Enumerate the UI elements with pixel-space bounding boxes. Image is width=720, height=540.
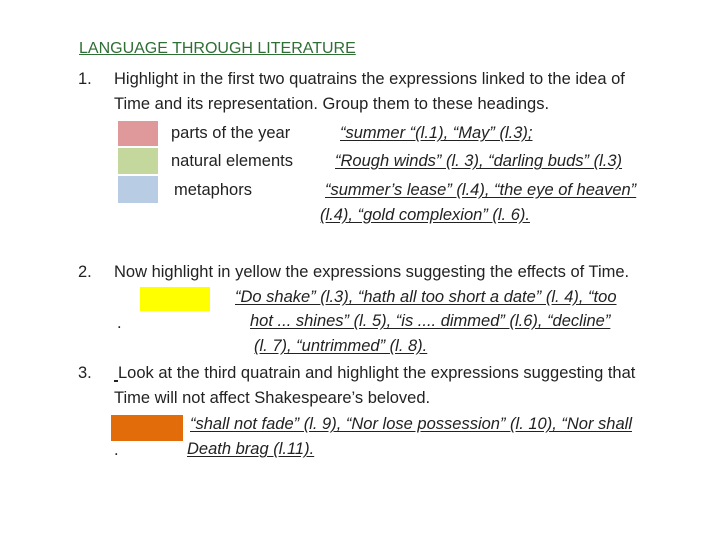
label-natural-elements: natural elements bbox=[171, 152, 293, 170]
q1-instruction-line1: Highlight in the first two quatrains the expressions linked to the idea of bbox=[114, 70, 625, 88]
label-metaphors: metaphors bbox=[174, 181, 252, 199]
answer-metaphors: “summer’s lease” (l.4), “the eye of heaven” bbox=[325, 181, 637, 199]
q3-answer-line2: Death brag (l.11). bbox=[187, 440, 315, 458]
q2-answer-line1: “Do shake” (l.3), “hath all too short a date” (l. 4), “too bbox=[235, 288, 617, 306]
q3-instruction-line2: Time will not affect Shakespeare’s beloved. bbox=[114, 389, 431, 407]
q2-dot: . bbox=[117, 314, 122, 332]
answer-metaphors-cont: (l.4), “gold complexion” (l. 6). bbox=[320, 206, 530, 224]
swatch-yellow bbox=[140, 287, 210, 311]
q1-instruction-line2: Time and its representation. Group them to these headings. bbox=[114, 95, 550, 113]
swatch-metaphors bbox=[118, 176, 158, 203]
answer-natural-elements: “Rough winds” (l. 3), “darling buds” (l.3) bbox=[335, 152, 623, 170]
q3-number: 3. bbox=[78, 364, 92, 382]
answer-parts-of-year: “summer “(l.1), “May” (l.3); bbox=[340, 124, 533, 142]
swatch-parts-of-year bbox=[118, 121, 158, 146]
q3-answer-line1: “shall not fade” (l. 9), “Nor lose possession” (l. 10), “Nor shall bbox=[190, 415, 632, 433]
label-parts-of-year: parts of the year bbox=[171, 124, 291, 142]
q2-instruction: Now highlight in yellow the expressions suggesting the effects of Time. bbox=[114, 263, 630, 281]
swatch-natural-elements bbox=[118, 148, 158, 174]
q2-answer-line2: hot ... shines” (l. 5), “is .... dimmed” (l.6), “decline” bbox=[250, 312, 611, 330]
q2-answer-line3: (l. 7), “untrimmed” (l. 8). bbox=[254, 337, 428, 355]
q2-number: 2. bbox=[78, 263, 92, 281]
q3-dot: . bbox=[114, 441, 119, 459]
swatch-orange bbox=[111, 415, 183, 441]
worksheet-title: LANGUAGE THROUGH LITERATURE bbox=[79, 40, 356, 57]
q1-number: 1. bbox=[78, 70, 92, 88]
q3-instruction-line1: Look at the third quatrain and highlight the expressions suggesting that bbox=[118, 364, 636, 382]
